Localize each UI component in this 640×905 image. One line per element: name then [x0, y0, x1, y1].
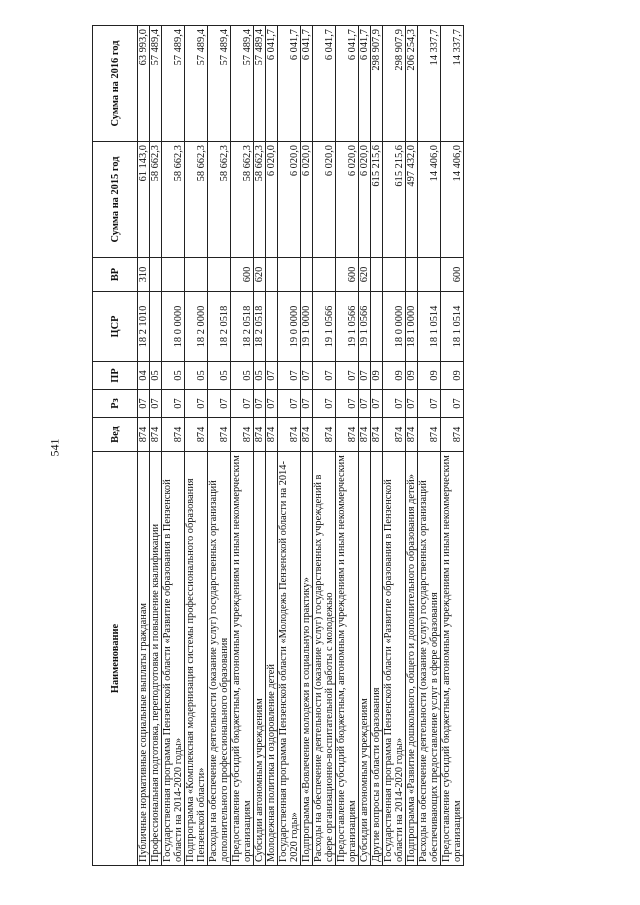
row-pr-cell: 09	[371, 362, 383, 390]
row-name-cell: Государственная программа Пензенской области «Молодежь Пензенской области на 2014-2020 годы»	[278, 452, 301, 866]
row-vr-cell	[266, 258, 278, 292]
row-vr-cell: 620	[254, 258, 266, 292]
row-sum-2015-cell: 58 662,3	[150, 142, 162, 258]
table-header	[93, 26, 138, 866]
row-name-cell: Предоставление субсидий бюджетным, автономным учреждениям и иным некоммерческим организациям	[231, 452, 254, 866]
row-rz-cell: 07	[301, 390, 313, 418]
table-row	[383, 26, 406, 866]
row-sum-2016-cell: 6 041,7	[336, 26, 359, 142]
row-name-cell: Предоставление субсидий бюджетным, автономным учреждениям и иным некоммерческим организациям	[441, 452, 464, 866]
row-ved-cell: 874	[441, 418, 464, 452]
row-sum-2015-cell: 497 432,0	[406, 142, 418, 258]
row-sum-2015-cell: 61 143,0	[138, 142, 150, 258]
row-sum-2015-cell: 58 662,3	[162, 142, 185, 258]
row-sum-2015-cell: 6 020,0	[266, 142, 278, 258]
header-vr: ВР	[93, 258, 138, 292]
row-rz-cell: 07	[162, 390, 185, 418]
row-ved-cell: 874	[208, 418, 231, 452]
row-sum-2015-cell: 6 020,0	[359, 142, 371, 258]
header-sum-2015: Сумма на 2015 год	[93, 142, 138, 258]
row-ved-cell: 874	[278, 418, 301, 452]
row-csr-cell	[266, 292, 278, 362]
row-pr-cell: 05	[185, 362, 208, 390]
header-sum-2016: Сумма на 2016 год	[93, 26, 138, 142]
row-name-cell: Подпрограмма «Развитие дошкольного, общего и дополнительного образования детей»	[406, 452, 418, 866]
table-row	[150, 26, 162, 866]
row-vr-cell: 600	[231, 258, 254, 292]
row-csr-cell: 19 1 0566	[336, 292, 359, 362]
row-pr-cell: 07	[266, 362, 278, 390]
rotated-page-content	[92, 26, 572, 866]
table-row	[254, 26, 266, 866]
row-rz-cell: 07	[150, 390, 162, 418]
row-ved-cell: 874	[138, 418, 150, 452]
row-ved-cell: 874	[406, 418, 418, 452]
row-rz-cell: 07	[418, 390, 441, 418]
row-sum-2015-cell: 6 020,0	[336, 142, 359, 258]
row-ved-cell: 874	[150, 418, 162, 452]
row-csr-cell: 19 1 0566	[313, 292, 336, 362]
row-name-cell: Публичные нормативные социальные выплаты гражданам	[138, 452, 150, 866]
table-row	[278, 26, 301, 866]
row-ved-cell: 874	[359, 418, 371, 452]
budget-table	[92, 25, 464, 866]
row-ved-cell: 874	[383, 418, 406, 452]
row-pr-cell: 09	[406, 362, 418, 390]
row-pr-cell: 07	[336, 362, 359, 390]
row-ved-cell: 874	[185, 418, 208, 452]
row-ved-cell: 874	[254, 418, 266, 452]
row-csr-cell: 18 1 0514	[441, 292, 464, 362]
row-name-cell: Предоставление субсидий бюджетным, автономным учреждениям и иным некоммерческим организациям	[336, 452, 359, 866]
row-sum-2016-cell: 298 907,9	[383, 26, 406, 142]
row-rz-cell: 07	[254, 390, 266, 418]
header-name: Наименование	[93, 452, 138, 866]
row-rz-cell: 07	[336, 390, 359, 418]
row-ved-cell: 874	[231, 418, 254, 452]
row-sum-2016-cell: 6 041,7	[359, 26, 371, 142]
row-vr-cell: 310	[138, 258, 150, 292]
row-pr-cell: 05	[162, 362, 185, 390]
row-pr-cell: 04	[138, 362, 150, 390]
row-ved-cell: 874	[266, 418, 278, 452]
row-csr-cell: 18 1 0514	[418, 292, 441, 362]
row-name-cell: Подпрограмма «Комплексная модернизация системы профессионального образования Пензенской области»	[185, 452, 208, 866]
table-row	[406, 26, 418, 866]
row-ved-cell: 874	[162, 418, 185, 452]
table-row	[336, 26, 359, 866]
row-sum-2016-cell: 57 489,4	[150, 26, 162, 142]
table-body	[138, 26, 464, 866]
row-vr-cell	[418, 258, 441, 292]
row-sum-2016-cell: 57 489,4	[254, 26, 266, 142]
row-sum-2015-cell: 6 020,0	[301, 142, 313, 258]
row-csr-cell: 18 2 1010	[138, 292, 150, 362]
row-pr-cell: 05	[150, 362, 162, 390]
table-row	[266, 26, 278, 866]
row-name-cell: Государственная программа Пензенской области «Развитие образования в Пензенской области на 2014-2020 годы»	[162, 452, 185, 866]
row-name-cell: Расходы на обеспечение деятельности (оказание услуг) государственных организаций обеспечивающих предоставление услуг в сфере образования	[418, 452, 441, 866]
row-csr-cell: 18 2 0518	[254, 292, 266, 362]
table-row	[359, 26, 371, 866]
row-pr-cell: 09	[441, 362, 464, 390]
row-pr-cell: 07	[301, 362, 313, 390]
table-row	[208, 26, 231, 866]
table-row	[231, 26, 254, 866]
row-sum-2016-cell: 6 041,7	[301, 26, 313, 142]
row-sum-2016-cell: 14 337,7	[418, 26, 441, 142]
row-vr-cell: 620	[359, 258, 371, 292]
row-sum-2016-cell: 206 254,3	[406, 26, 418, 142]
row-rz-cell: 07	[371, 390, 383, 418]
header-ved: Вед	[93, 418, 138, 452]
row-rz-cell: 07	[406, 390, 418, 418]
row-sum-2016-cell: 63 993,0	[138, 26, 150, 142]
row-sum-2016-cell: 6 041,7	[266, 26, 278, 142]
row-rz-cell: 07	[359, 390, 371, 418]
header-row	[93, 26, 138, 866]
row-csr-cell: 19 0 0000	[278, 292, 301, 362]
table-row	[162, 26, 185, 866]
table-row	[301, 26, 313, 866]
table-row	[313, 26, 336, 866]
row-csr-cell: 19 1 0566	[359, 292, 371, 362]
row-ved-cell: 874	[301, 418, 313, 452]
row-rz-cell: 07	[266, 390, 278, 418]
row-sum-2016-cell: 6 041,7	[278, 26, 301, 142]
row-sum-2015-cell: 58 662,3	[185, 142, 208, 258]
row-vr-cell	[371, 258, 383, 292]
row-sum-2016-cell: 57 489,4	[162, 26, 185, 142]
row-rz-cell: 07	[278, 390, 301, 418]
row-name-cell: Расходы на обеспечение деятельности (оказание услуг) государственных организаций дополнительного профессионального образования	[208, 452, 231, 866]
row-rz-cell: 07	[383, 390, 406, 418]
row-name-cell: Государственная программа Пензенской области «Развитие образования в Пензенской области на 2014-2020 годы»	[383, 452, 406, 866]
row-rz-cell: 07	[231, 390, 254, 418]
row-sum-2015-cell: 6 020,0	[278, 142, 301, 258]
row-csr-cell	[371, 292, 383, 362]
row-sum-2015-cell: 58 662,3	[208, 142, 231, 258]
row-pr-cell: 07	[359, 362, 371, 390]
row-rz-cell: 07	[313, 390, 336, 418]
row-rz-cell: 07	[441, 390, 464, 418]
row-sum-2015-cell: 14 406,0	[418, 142, 441, 258]
row-vr-cell	[162, 258, 185, 292]
row-csr-cell: 18 2 0518	[231, 292, 254, 362]
row-sum-2015-cell: 58 662,3	[254, 142, 266, 258]
table-row	[418, 26, 441, 866]
row-sum-2016-cell: 14 337,7	[441, 26, 464, 142]
row-pr-cell: 07	[278, 362, 301, 390]
row-csr-cell: 18 0 0000	[383, 292, 406, 362]
row-name-cell: Молодежная политика и оздоровление детей	[266, 452, 278, 866]
row-csr-cell	[150, 292, 162, 362]
row-ved-cell: 874	[418, 418, 441, 452]
row-vr-cell	[383, 258, 406, 292]
row-vr-cell	[313, 258, 336, 292]
row-ved-cell: 874	[371, 418, 383, 452]
row-name-cell: Субсидии автономным учреждениям	[254, 452, 266, 866]
page-number: 541	[47, 438, 62, 457]
header-csr: ЦСР	[93, 292, 138, 362]
row-sum-2016-cell: 57 489,4	[231, 26, 254, 142]
row-pr-cell: 05	[231, 362, 254, 390]
table-row	[441, 26, 464, 866]
row-csr-cell: 18 2 0518	[208, 292, 231, 362]
row-sum-2016-cell: 57 489,4	[208, 26, 231, 142]
row-csr-cell: 18 0 0000	[162, 292, 185, 362]
row-vr-cell: 600	[441, 258, 464, 292]
row-vr-cell	[278, 258, 301, 292]
header-rz: Рз	[93, 390, 138, 418]
row-sum-2016-cell: 6 041,7	[313, 26, 336, 142]
row-vr-cell	[208, 258, 231, 292]
row-pr-cell: 07	[313, 362, 336, 390]
row-vr-cell	[185, 258, 208, 292]
row-ved-cell: 874	[336, 418, 359, 452]
row-sum-2015-cell: 615 215,6	[371, 142, 383, 258]
row-rz-cell: 07	[138, 390, 150, 418]
header-pr: ПР	[93, 362, 138, 390]
row-sum-2016-cell: 298 907,9	[371, 26, 383, 142]
row-rz-cell: 07	[185, 390, 208, 418]
row-pr-cell: 09	[418, 362, 441, 390]
row-sum-2015-cell: 14 406,0	[441, 142, 464, 258]
table-row	[185, 26, 208, 866]
table-row	[138, 26, 150, 866]
row-name-cell: Расходы на обеспечение деятельности (оказание услуг) государственных учреждений в сфере организационно-воспитательной работы с молодежью	[313, 452, 336, 866]
row-sum-2015-cell: 6 020,0	[313, 142, 336, 258]
table-row	[371, 26, 383, 866]
row-csr-cell: 18 2 0000	[185, 292, 208, 362]
row-vr-cell	[301, 258, 313, 292]
row-rz-cell: 07	[208, 390, 231, 418]
row-name-cell: Другие вопросы в области образования	[371, 452, 383, 866]
row-vr-cell	[406, 258, 418, 292]
row-vr-cell: 600	[336, 258, 359, 292]
row-pr-cell: 05	[254, 362, 266, 390]
row-sum-2016-cell: 57 489,4	[185, 26, 208, 142]
row-name-cell: Профессиональная подготовка, переподготовка и повышение квалификации	[150, 452, 162, 866]
row-sum-2015-cell: 58 662,3	[231, 142, 254, 258]
row-pr-cell: 05	[208, 362, 231, 390]
row-ved-cell: 874	[313, 418, 336, 452]
row-csr-cell: 18 1 0000	[406, 292, 418, 362]
row-pr-cell: 09	[383, 362, 406, 390]
row-vr-cell	[150, 258, 162, 292]
row-sum-2015-cell: 615 215,6	[383, 142, 406, 258]
row-name-cell: Подпрограмма «Вовлечение молодежи в социальную практику»	[301, 452, 313, 866]
row-name-cell: Субсидии автономным учреждениям	[359, 452, 371, 866]
row-csr-cell: 19 1 0000	[301, 292, 313, 362]
